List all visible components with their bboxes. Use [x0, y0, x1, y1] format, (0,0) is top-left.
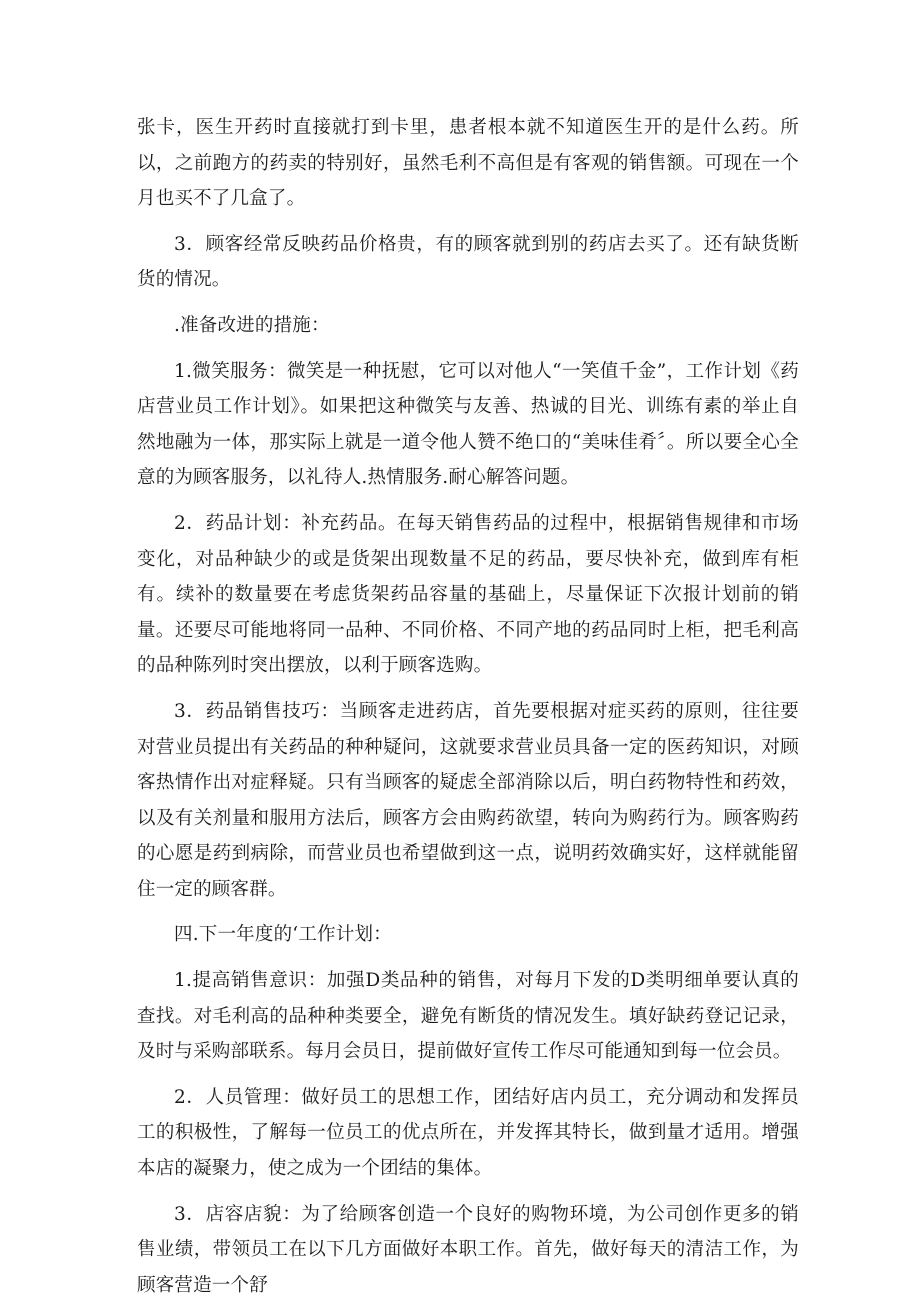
- paragraph-item-3-store-appearance: 3．店容店貌：为了给顾客创造一个良好的购物环境，为公司创作更多的销售业绩，带领员工在以下几方面做好本职工作。首先，做好每天的清洁工作，为顾客营造一个舒: [137, 1203, 799, 1296]
- paragraph-item-2-staff-management: 2．人员管理：做好员工的思想工作，团结好店内员工，充分调动和发挥员工的积极性，了解每一位员工的优点所在，并发挥其特长，做到量才适用。增强本店的凝聚力，使之成为一个团结的集体。: [137, 1086, 799, 1180]
- paragraph-item-3-price-complaints: 3．顾客经常反映药品价格贵，有的顾客就到别的药店去买了。还有缺货断货的情况。: [137, 233, 799, 291]
- paragraph-item-3-sales-skills: 3．药品销售技巧：当顾客走进药店，首先要根据对症买药的原则，往往要对营业员提出有关药品的种种疑问，这就要求营业员具备一定的医药知识，对顾客热情作出对症释疑。只有当顾客的疑虑全部消除以后，明白药物特性和药效，以及有关剂量和服用方法后，顾客方会由购药欲望，转向为购药行为。顾客购药的心愿是药到病除，而营业员也希望做到这一点，说明药效确实好，这样就能留住一定的顾客群。: [137, 700, 799, 900]
- paragraph-continuation: 张卡，医生开药时直接就打到卡里，患者根本就不知道医生开的是什么药。所以，之前跑方的药卖的特别好，虽然毛利不高但是有客观的销售额。可现在一个月也买不了几盒了。: [137, 117, 799, 210]
- section-heading-improvement-measures: .准备改进的措施：: [174, 314, 330, 336]
- paragraph-item-1-sales-awareness: 1.提高销售意识：加强D类品种的销售，对每月下发的D类明细单要认真的查找。对毛利高的品种种类要全，避免有断货的情况发生。填好缺药登记记录，及时与采购部联系。每月会员日，提前做好宣传工作尽可能通知到每一位会员。: [137, 970, 799, 1063]
- document-body: [137, 110, 799, 1303]
- paragraph-item-2-drug-plan: 2．药品计划：补充药品。在每天销售药品的过程中，根据销售规律和市场变化，对品种缺少的或是货架出现数量不足的药品，要尽快补充，做到库有柜有。续补的数量要在考虑货架药品容量的基础上，尽量保证下次报计划前的销量。还要尽可能地将同一品种、不同价格、不同产地的药品同时上柜，把毛利高的品种陈列时突出摆放，以利于顾客选购。: [137, 512, 799, 677]
- section-heading-next-year-plan: 四.下一年度的‘工作计划：: [174, 924, 392, 946]
- paragraph-item-1-smile-service: 1.微笑服务：微笑是一种抚慰，它可以对他人“一笑值千金”，工作计划《药店营业员工作计划》。如果把这种微笑与友善、热诚的目光、训练有素的举止自然地融为一体，那实际上就是一道令他人赞不绝口的“美味佳肴〞。所以要全心全意的为顾客服务，以礼待人.热情服务.耐心解答问题。: [137, 360, 799, 489]
